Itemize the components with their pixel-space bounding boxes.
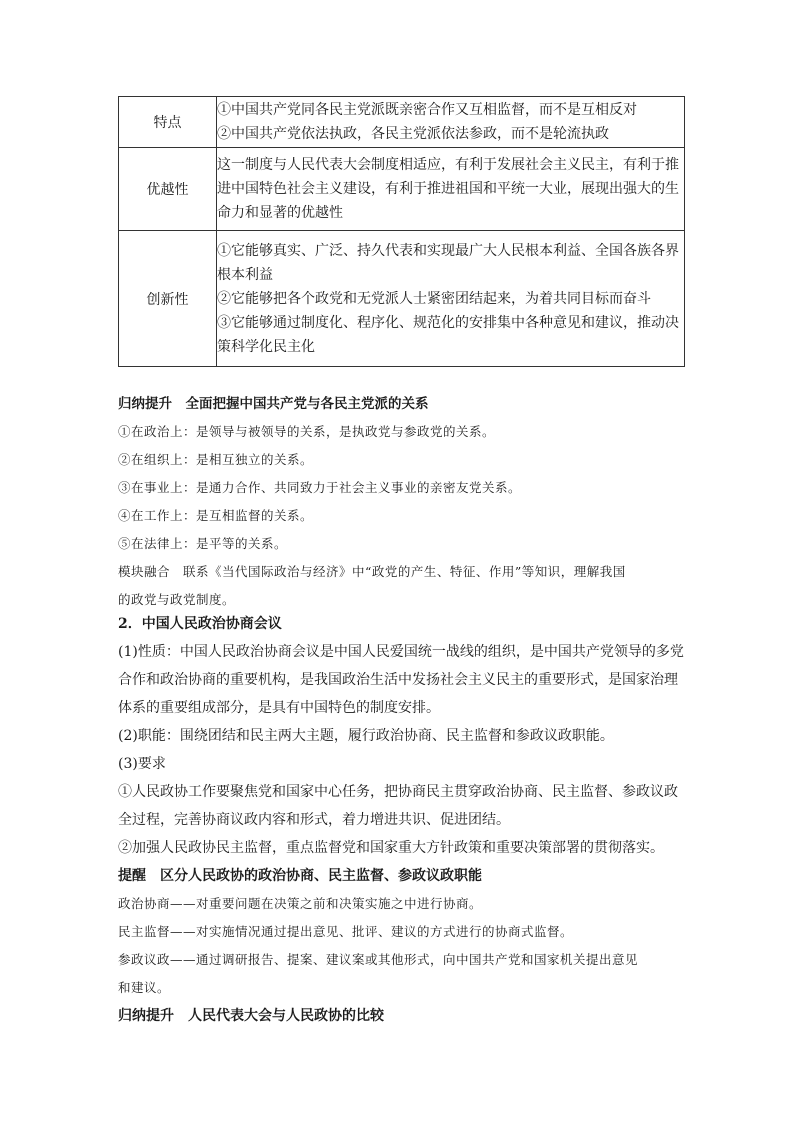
nature-line: 合作和政治协商的重要机构，是我国政治生活中发扬社会主义民主的重要形式，是国家治理 (118, 672, 678, 688)
cell-line: 命力和显著的优越性 (217, 205, 343, 221)
section-cppcc (118, 610, 688, 862)
party-system-table (118, 96, 685, 367)
row-content (217, 148, 685, 231)
summary-item: ①在政治上：是领导与被领导的关系，是执政党与参政党的关系。 (118, 424, 496, 439)
row-label: 创新性 (119, 231, 217, 367)
requirements-title: (3)要求 (118, 756, 166, 772)
cell-line: ②中国共产党依法执政，各民主党派依法参政，而不是轮流执政 (217, 126, 609, 142)
cell-line: ②它能够把各个政党和无党派人士紧密团结起来，为着共同目标而奋斗 (217, 290, 651, 307)
fusion-line: 模块融合 联系《当代国际政治与经济》中“政党的产生、特征、作用”等知识，理解我国 (118, 564, 626, 579)
summary-item: ④在工作上：是互相监督的关系。 (118, 508, 314, 523)
table-row (119, 148, 685, 231)
table-row (119, 97, 685, 148)
fusion-line: 的政党与政党制度。 (118, 592, 236, 607)
tip-box (118, 862, 688, 1030)
summary-relations (118, 390, 688, 614)
duty-line: (2)职能：围绕团结和民主两大主题，履行政治协商、民主监督和参政议政职能。 (118, 728, 614, 744)
nature-line: (1)性质：中国人民政治协商会议是中国人民爱国统一战线的组织，是中国共产党领导的多党 (118, 644, 684, 660)
requirement-line: 全过程，完善协商议政内容和形式，着力增进共识、促进团结。 (118, 812, 510, 828)
tip-heading: 提醒 区分人民政协的政治协商、民主监督、参政议政职能 (118, 868, 482, 884)
cell-line: 这一制度与人民代表大会制度相适应，有利于发展社会主义民主，有利于推 (217, 157, 679, 173)
cell-line: ①它能够真实、广泛、持久代表和实现最广大人民根本利益、全国各族各界 (217, 242, 679, 259)
tip-line: 和建议。 (118, 980, 171, 995)
row-label: 特点 (119, 97, 217, 148)
summary-heading: 归纳提升 人民代表大会与人民政协的比较 (118, 1008, 384, 1024)
requirement-line: ①人民政协工作要聚焦党和国家中心任务，把协商民主贯穿政治协商、民主监督、参政议政 (118, 784, 678, 800)
tip-line: 民主监督——对实施情况通过提出意见、批评、建议的方式进行的协商式监督。 (118, 924, 574, 939)
cell-line: 策科学化民主化 (217, 338, 315, 355)
tip-line: 参政议政——通过调研报告、提案、建议案或其他形式，向中国共产党和国家机关提出意见 (118, 952, 639, 967)
table-row (119, 231, 685, 367)
summary-heading: 归纳提升 全面把握中国共产党与各民主党派的关系 (118, 396, 429, 412)
section-title: 2．中国人民政治协商会议 (118, 616, 282, 632)
cell-line: 进中国特色社会主义建设，有利于推进祖国和平统一大业，展现出强大的生 (217, 181, 679, 197)
cell-line: ③它能够通过制度化、程序化、规范化的安排集中各种意见和建议，推动决 (217, 314, 679, 331)
row-content (217, 97, 685, 148)
row-label: 优越性 (119, 148, 217, 231)
tip-line: 政治协商——对重要问题在决策之前和决策实施之中进行协商。 (118, 896, 483, 911)
nature-line: 体系的重要组成部分，是具有中国特色的制度安排。 (118, 700, 440, 716)
summary-item: ⑤在法律上：是平等的关系。 (118, 536, 288, 551)
cell-line: 根本利益 (217, 266, 273, 283)
requirement-line: ②加强人民政协民主监督，重点监督党和国家重大方针政策和重要决策部署的贯彻落实。 (118, 840, 664, 856)
row-content (217, 231, 685, 367)
cell-line: ①中国共产党同各民主党派既亲密合作又互相监督，而不是互相反对 (217, 102, 637, 118)
summary-item: ③在事业上：是通力合作、共同致力于社会主义事业的亲密友党关系。 (118, 480, 522, 495)
summary-item: ②在组织上：是相互独立的关系。 (118, 452, 314, 467)
